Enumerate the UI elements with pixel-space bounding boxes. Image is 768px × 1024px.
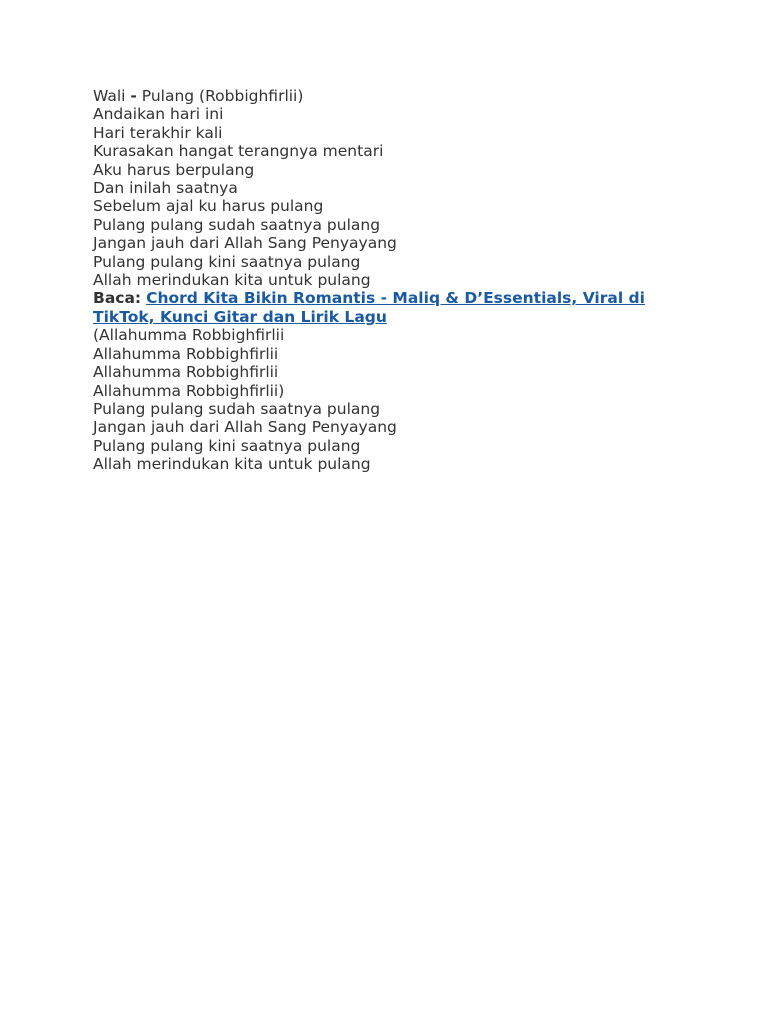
title-dash: - [130,87,137,105]
lyric-line: Pulang pulang sudah saatnya pulang [93,399,381,418]
lyric-line: Allahumma Robbighfirlii [93,363,279,382]
lyric-line: Andaikan hari ini [93,105,224,124]
lyric-line: Pulang pulang kini saatnya pulang [93,252,361,271]
song-artist: Wali [93,87,126,105]
lyric-line: Jangan jauh dari Allah Sang Penyayang [93,418,397,437]
lyric-line: Allah merindukan kita untuk pulang [93,271,371,290]
lyric-line: Pulang pulang kini saatnya pulang [93,436,361,455]
lyric-line: Jangan jauh dari Allah Sang Penyayang [93,234,397,253]
lyrics-content [93,87,693,474]
lyric-line: Sebelum ajal ku harus pulang [93,197,324,216]
lyric-line: Allahumma Robbighfirlii) [93,381,285,400]
song-name: Pulang (Robbighfirlii) [141,87,304,105]
lyric-line: Allah merindukan kita untuk pulang [93,455,371,474]
related-article-link[interactable]: Chord Kita Bikin Romantis - Maliq & D’Essentials, Viral di TikTok, Kunci Gitar dan Lirik Lagu [93,289,645,326]
lyric-line: Pulang pulang sudah saatnya pulang [93,215,381,234]
lyric-line: Dan inilah saatnya [93,179,238,198]
lyric-line: Hari terakhir kali [93,123,223,142]
related-article [93,289,678,326]
lyric-line: Aku harus berpulang [93,160,255,179]
lyric-line: (Allahumma Robbighfirlii [93,326,285,345]
song-title [93,87,693,105]
baca-label: Baca: [93,289,142,308]
lyric-line: Kurasakan hangat terangnya mentari [93,142,384,161]
lyric-line: Allahumma Robbighfirlii [93,344,279,363]
